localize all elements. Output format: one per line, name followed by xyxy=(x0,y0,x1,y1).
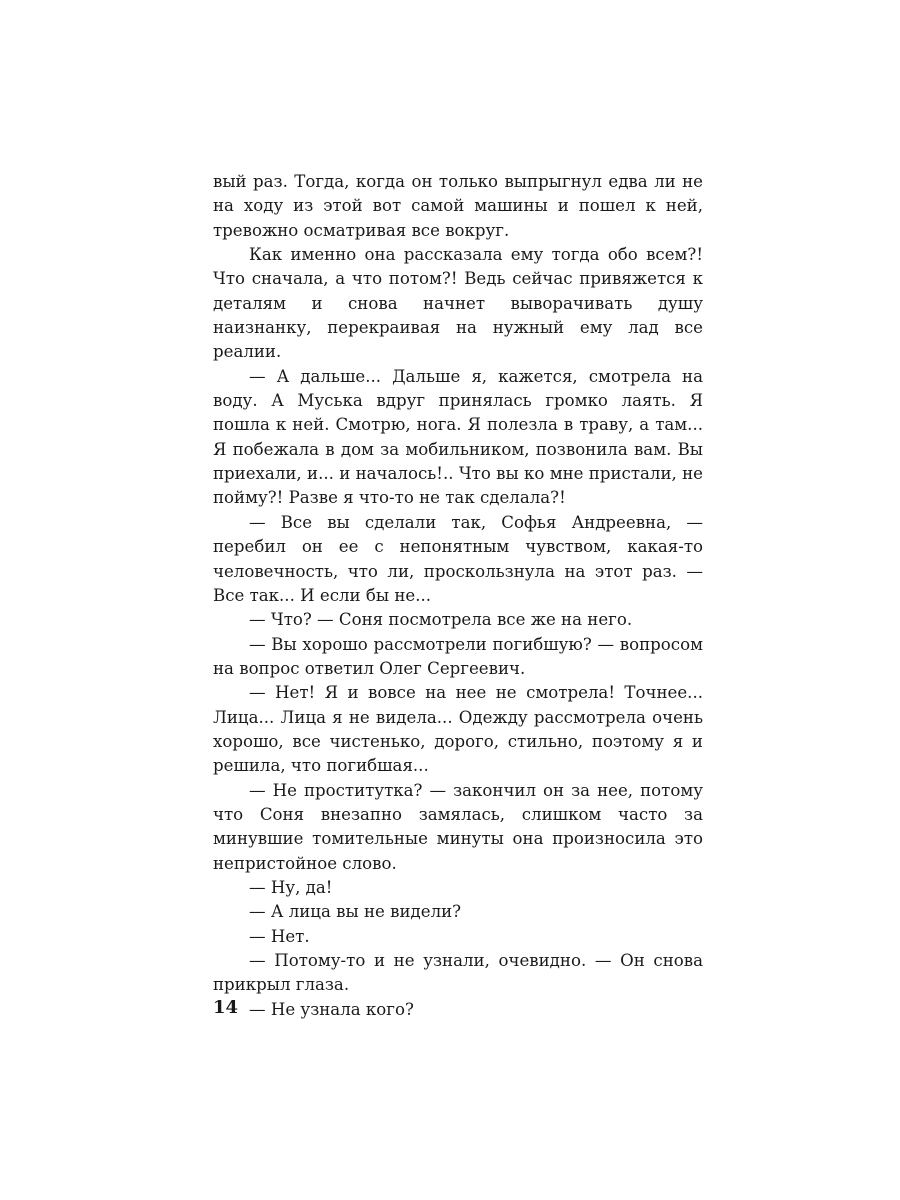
dialogue-line: — А лица вы не видели? xyxy=(249,902,462,922)
page-text xyxy=(213,170,703,1022)
dialogue-line: — Не узнала кого? xyxy=(249,999,414,1019)
dialogue-line: — Все вы сделали так, Софья Андреевна, — перебил он ее с непонятным чувством, какая-то человечность, что ли, проскользнула на этот раз. — Все так... И если бы не... xyxy=(213,512,703,605)
dialogue-line: — Что? — Соня посмотрела все же на него. xyxy=(249,610,633,630)
paragraph-continuation: вый раз. Тогда, когда он только выпрыгнул едва ли не на ходу из этой вот самой машины и пошел к ней, тревожно осматривая все вокруг. xyxy=(213,172,703,240)
dialogue-line: — Потому-то и не узнали, очевидно. — Он снова прикрыл глаза. xyxy=(213,951,703,995)
dialogue-line: — Ну, да! xyxy=(249,877,333,897)
dialogue-line: — Вы хорошо рассмотрели погибшую? — вопросом на вопрос ответил Олег Сергеевич. xyxy=(213,634,703,678)
page-number: 14 xyxy=(213,997,239,1018)
dialogue-line: — Не проститутка? — закончил он за нее, потому что Соня внезапно замялась, слишком часто за минувшие томительные минуты она произносила это непристойное слово. xyxy=(213,780,703,873)
dialogue-line: — Нет. xyxy=(249,926,310,946)
paragraph: Как именно она рассказала ему тогда обо всем?! Что сначала, а что потом?! Ведь сейчас привяжется к деталям и снова начнет выворачивать душу наизнанку, перекраивая на нужный ему лад все реалии. xyxy=(213,245,703,362)
dialogue-line: — А дальше... Дальше я, кажется, смотрела на воду. А Муська вдруг принялась громко лаять. Я пошла к ней. Смотрю, нога. Я полезла в траву, а там... Я побежала в дом за мобильником, позвонила вам. Вы приехали, и... и началось!.. Что вы ко мне пристали, не пойму?! Разве я что-то не так сделала?! xyxy=(213,366,703,508)
dialogue-line: — Нет! Я и вовсе на нее не смотрела! Точнее... Лица... Лица я не видела... Одежду рассмотрела очень хорошо, все чистенько, дорого, стильно, поэтому я и решила, что погибшая... xyxy=(213,683,703,776)
